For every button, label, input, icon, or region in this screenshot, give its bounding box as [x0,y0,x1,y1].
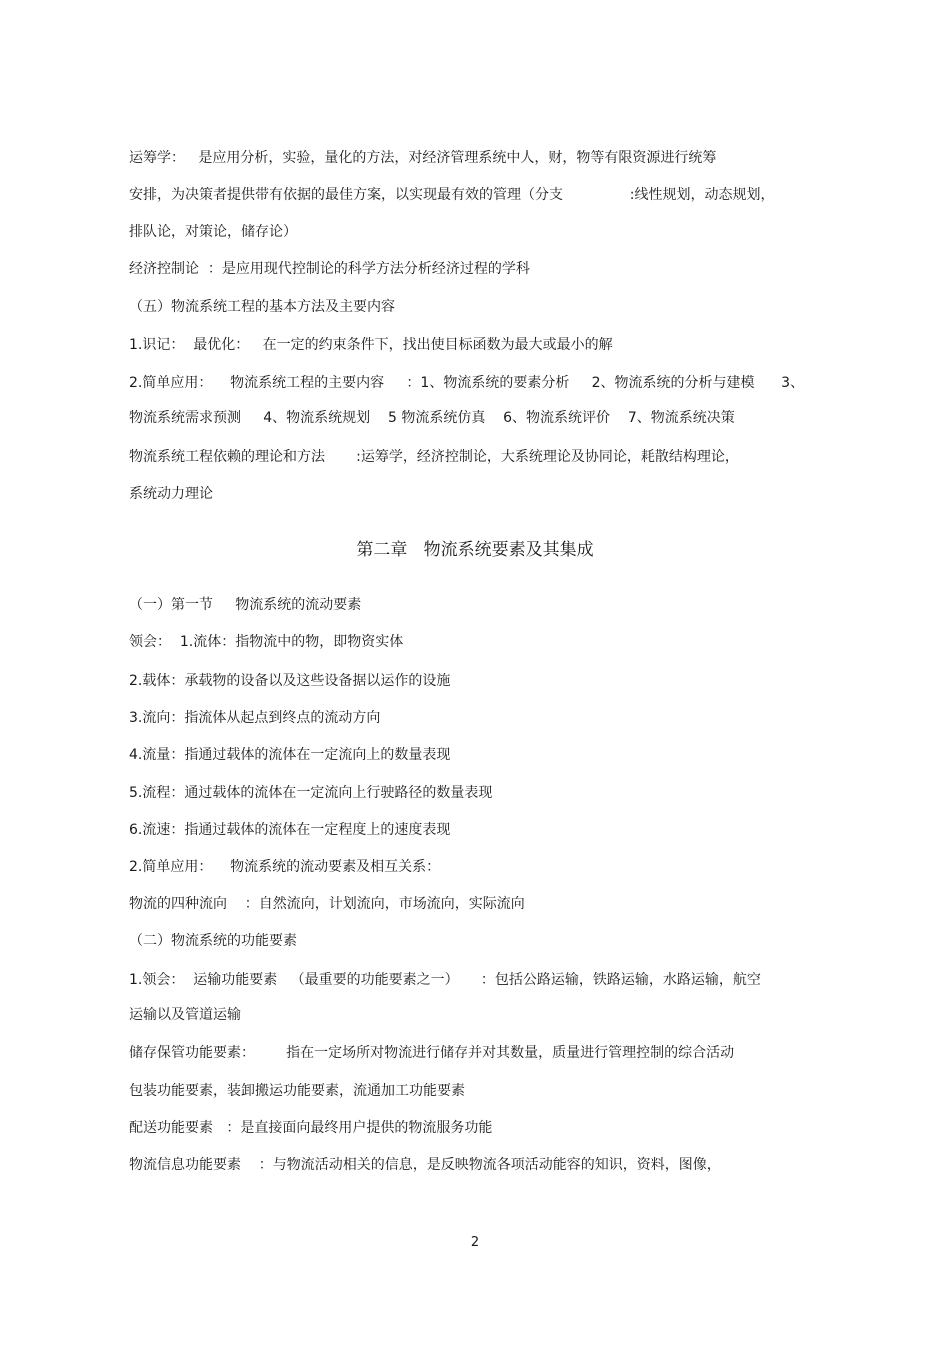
text-line: 领会： 1.流体：指物流中的物，即物资实体 [129,634,404,650]
section-heading: （一）第一节 物流系统的流动要素 [129,597,362,613]
chapter-title: 第二章 物流系统要素及其集成 [356,540,594,560]
page-number: 2 [470,1235,480,1250]
text-line: 6.流速：指通过载体的流体在一定程度上的速度表现 [129,822,451,838]
text-line: 物流系统工程依赖的理论和方法 :运筹学，经济控制论，大系统理论及协同论，耗散结构理论， [129,449,739,465]
text-line: 安排，为决策者提供带有依据的最佳方案，以实现最有效的管理（分支 :线性规划，动态规划， [129,187,775,203]
text-line: 储存保管功能要素： 指在一定场所对物流进行储存并对其数量，质量进行管理控制的综合活动 [129,1045,735,1061]
text-line: 1.识记： 最优化： 在一定的约束条件下，找出使目标函数为最大或最小的解 [129,337,613,353]
text-line: 配送功能要素 ：是直接面向最终用户提供的物流服务功能 [129,1120,493,1136]
text-line: 包装功能要素，装卸搬运功能要素，流通加工功能要素 [129,1083,465,1099]
text-line: 物流的四种流向 ：自然流向，计划流向，市场流向，实际流向 [129,896,525,912]
section-heading: （二）物流系统的功能要素 [129,933,297,949]
text-line: 经济控制论 ：是应用现代控制论的科学方法分析经济过程的学科 [129,261,530,277]
text-line: 物流系统需求预测 4、物流系统规划 5 物流系统仿真 6、物流系统评价 7、物流系统决策 [129,410,735,426]
text-line: 4.流量：指通过载体的流体在一定流向上的数量表现 [129,747,451,763]
text-line: 运输以及管道运输 [129,1007,241,1023]
text-line: 排队论，对策论，储存论） [129,224,297,240]
text-line: 系统动力理论 [129,486,213,502]
text-line: 2.简单应用： 物流系统的流动要素及相互关系： [129,859,441,875]
text-line: 5.流程：通过载体的流体在一定流向上行驶路径的数量表现 [129,785,493,801]
text-line: 3.流向：指流体从起点到终点的流动方向 [129,710,381,726]
text-line: 物流信息功能要素 ：与物流活动相关的信息，是反映物流各项活动能容的知识，资料，图像， [129,1157,721,1173]
section-heading: （五）物流系统工程的基本方法及主要内容 [129,299,395,315]
text-line: 1.领会： 运输功能要素 （最重要的功能要素之一） ：包括公路运输，铁路运输，水路运输，航空 [129,972,761,988]
text-line: 运筹学： 是应用分析，实验，量化的方法，对经济管理系统中人，财，物等有限资源进行统筹 [129,150,717,166]
text-line: 2.简单应用： 物流系统工程的主要内容 ：1、物流系统的要素分析 2、物流系统的分析与建模 3、 [129,375,805,391]
text-line: 2.载体：承载物的设备以及这些设备据以运作的设施 [129,673,451,689]
